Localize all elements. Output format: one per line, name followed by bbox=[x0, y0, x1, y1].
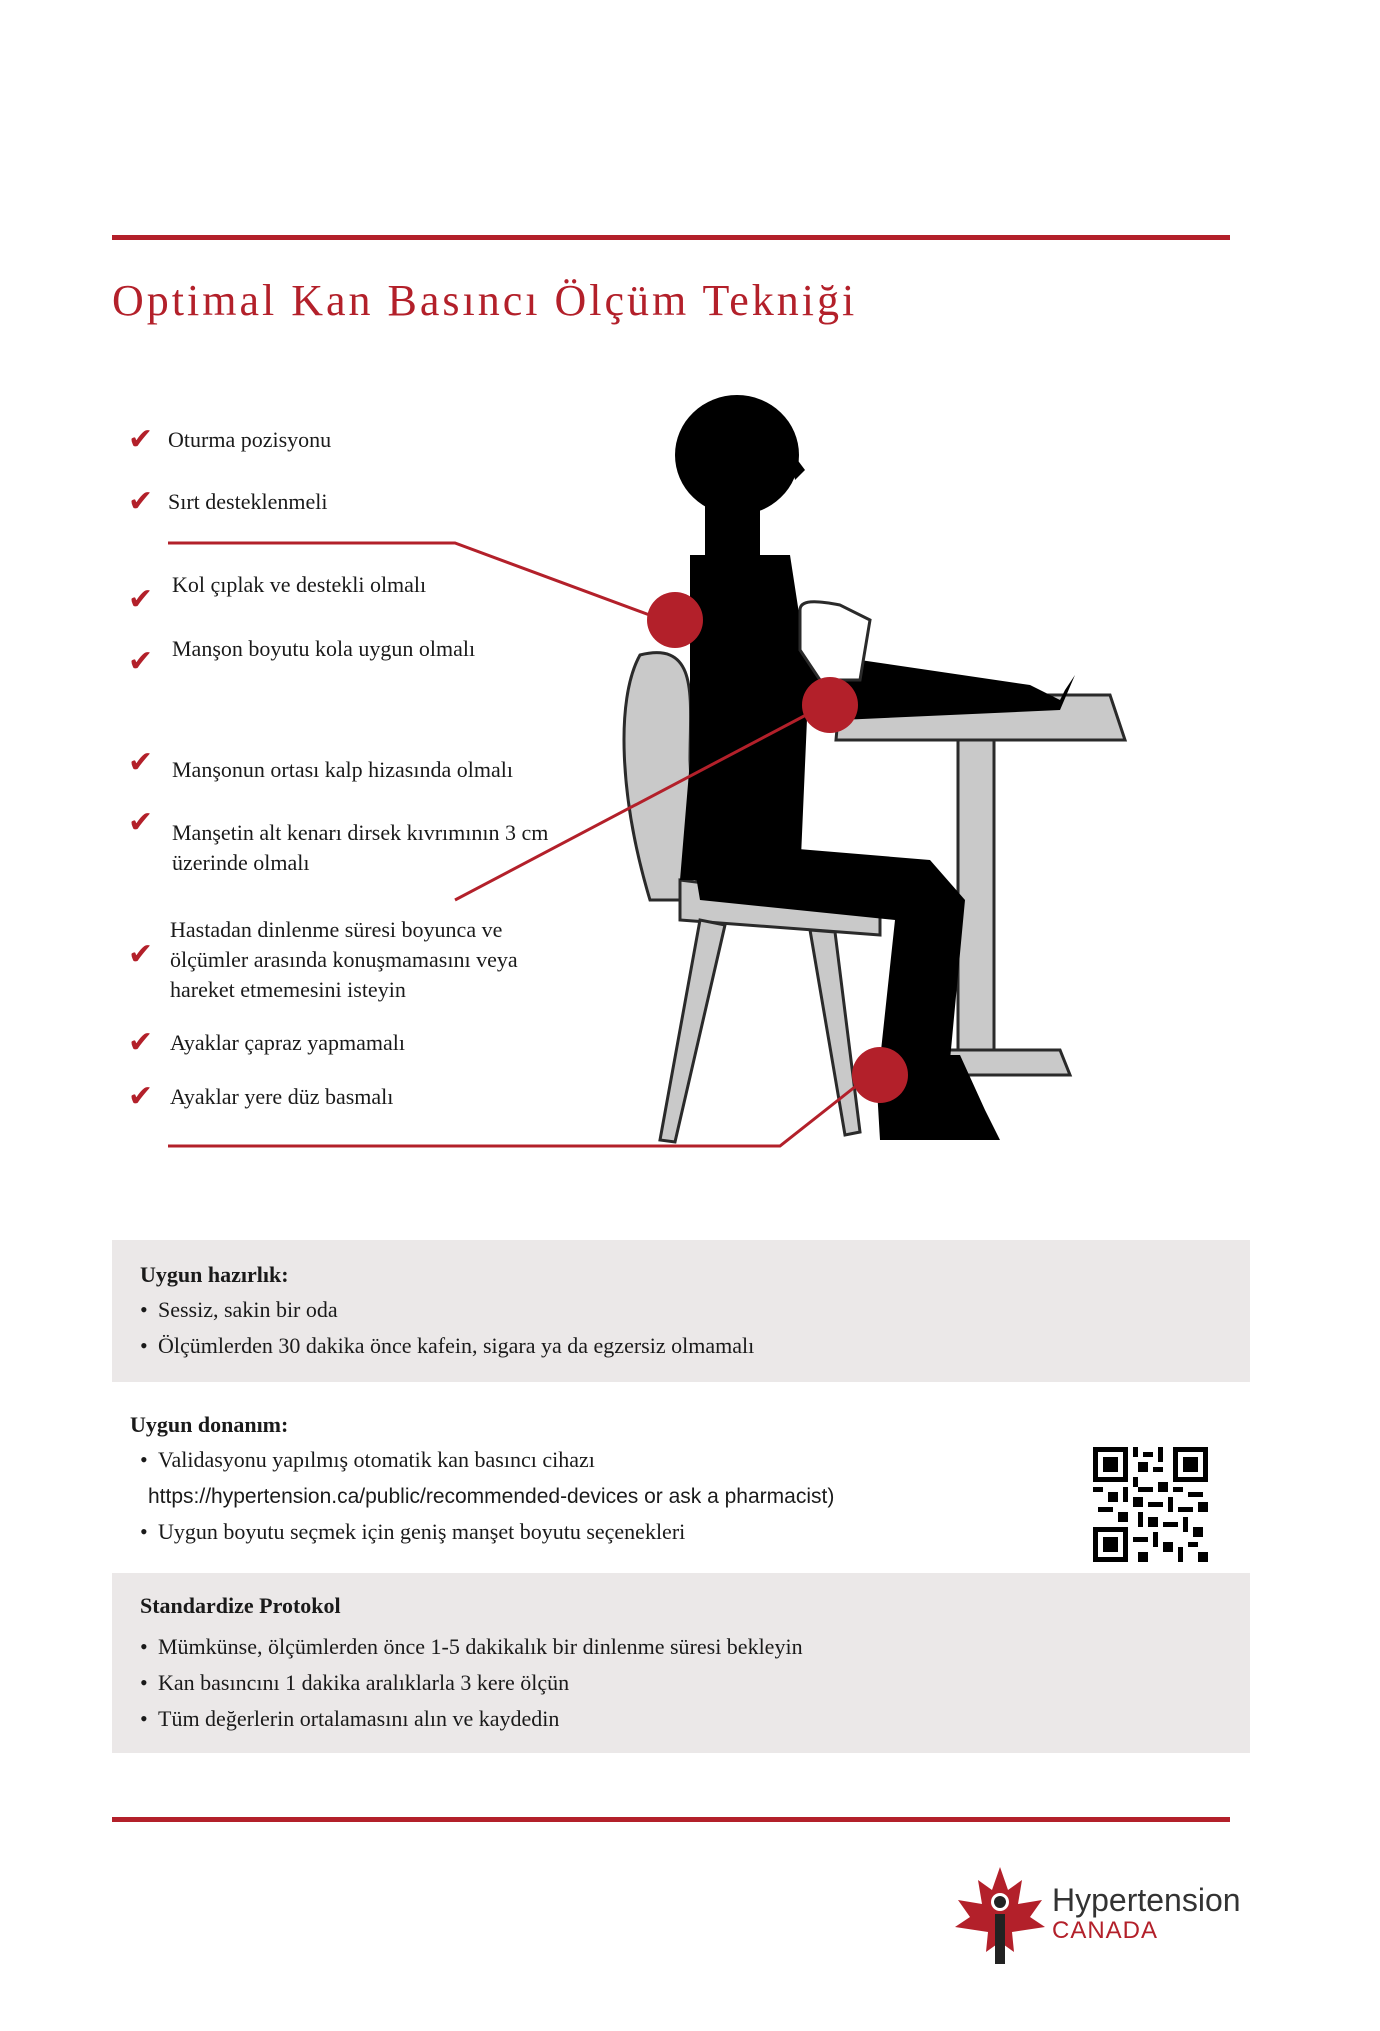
checklist-item: Manşon boyutu kola uygun olmalı bbox=[172, 636, 476, 661]
bottom-rule bbox=[112, 1817, 1230, 1822]
equipment-list bbox=[140, 1442, 834, 1550]
check-icon: ✔ bbox=[128, 1079, 154, 1114]
list-item: • Kan basıncını 1 dakika aralıklarla 3 kere ölçün bbox=[140, 1670, 570, 1695]
foot-marker bbox=[852, 1047, 908, 1103]
logo-line2: CANADA bbox=[1052, 1917, 1159, 1944]
checklist-item: Manşonun ortası kalp hizasında olmalı bbox=[172, 757, 513, 782]
checklist-item: Oturma pozisyonu bbox=[168, 427, 332, 452]
equipment-title: Uygun donanım: bbox=[130, 1412, 289, 1437]
qr-code[interactable] bbox=[1093, 1447, 1208, 1562]
check-icon: ✔ bbox=[128, 1025, 154, 1060]
check-icon: ✔ bbox=[128, 582, 154, 617]
list-item: • Uygun boyutu seçmek için geniş manşet boyutu seçenekleri bbox=[140, 1519, 686, 1544]
preparation-box bbox=[112, 1240, 1250, 1382]
equipment-section bbox=[112, 1400, 1250, 1560]
list-item: • Sessiz, sakin bir oda bbox=[140, 1297, 338, 1322]
list-item: • Tüm değerlerin ortalamasını alın ve kaydedin bbox=[140, 1706, 560, 1731]
preparation-title: Uygun hazırlık: bbox=[140, 1262, 289, 1287]
check-icon: ✔ bbox=[128, 805, 154, 840]
logo-line1: Hypertension bbox=[1052, 1882, 1241, 1918]
check-icon: ✔ bbox=[128, 422, 154, 457]
checklist-item: Manşetin alt kenarı dirsek kıvrımının 3 cm üzerinde olmalı bbox=[172, 820, 549, 875]
list-item: • Ölçümlerden 30 dakika önce kafein, sigara ya da egzersiz olmamalı bbox=[140, 1333, 755, 1358]
check-icon: ✔ bbox=[128, 644, 154, 679]
shoulder-marker bbox=[647, 592, 703, 648]
person-silhouette bbox=[675, 395, 1075, 1140]
checklist-item: Sırt desteklenmeli bbox=[168, 489, 328, 514]
checklist-item: Ayaklar çapraz yapmamalı bbox=[170, 1030, 405, 1055]
bp-cuff bbox=[800, 602, 870, 680]
url-line[interactable]: https://hypertension.ca/public/recommended-devices or ask a pharmacist) bbox=[148, 1485, 835, 1508]
list-item: • Mümkünse, ölçümlerden önce 1-5 dakikalık bir dinlenme süresi bekleyin bbox=[140, 1634, 803, 1659]
check-icon: ✔ bbox=[128, 745, 154, 780]
protocol-box bbox=[112, 1573, 1250, 1753]
check-icon: ✔ bbox=[128, 937, 154, 972]
checklist-item: Ayaklar yere düz basmalı bbox=[170, 1084, 394, 1109]
maple-leaf-logo bbox=[950, 1862, 1050, 1972]
list-item: • Validasyonu yapılmış otomatik kan basıncı cihazı bbox=[140, 1447, 595, 1472]
protocol-list bbox=[140, 1629, 803, 1737]
check-icon: ✔ bbox=[128, 484, 154, 519]
preparation-list bbox=[140, 1292, 754, 1364]
checklist-item: Hastadan dinlenme süresi boyunca ve ölçümler arasında konuşmamasını veya hareket etmemesini isteyin bbox=[170, 917, 518, 1002]
checklist-item: Kol çıplak ve destekli olmalı bbox=[172, 572, 427, 597]
cuff-marker bbox=[802, 677, 858, 733]
page-title: Optimal Kan Basıncı Ölçüm Tekniği bbox=[112, 276, 858, 325]
protocol-title: Standardize Protokol bbox=[140, 1593, 341, 1618]
